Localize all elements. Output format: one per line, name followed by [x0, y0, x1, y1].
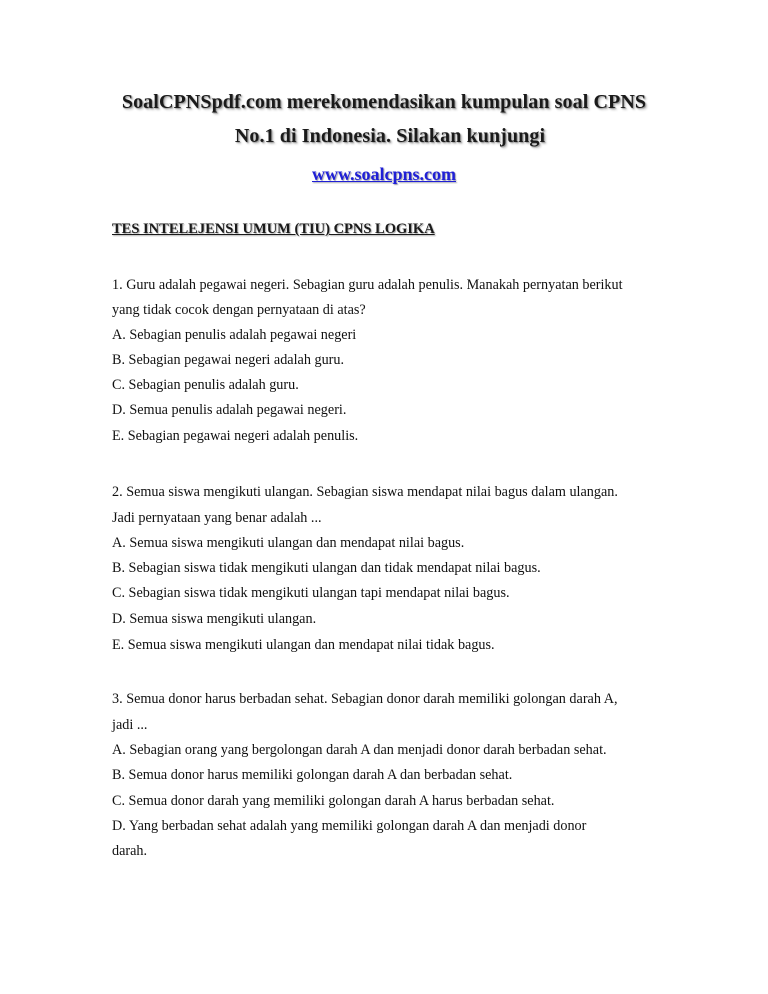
question-2-option-c: C. Sebagian siswa tidak mengikuti ulangan tapi mendapat nilai bagus.: [112, 585, 510, 601]
question-1-text-line-2: yang tidak cocok dengan pernyataan di atas?: [112, 302, 366, 318]
question-1-option-d: D. Semua penulis adalah pegawai negeri.: [112, 402, 347, 418]
question-3-text-line-2: jadi ...: [112, 717, 148, 733]
question-3-option-a: A. Sebagian orang yang bergolongan darah A dan menjadi donor darah berbadan sehat.: [112, 742, 607, 758]
header-link-container: [0, 162, 768, 186]
question-3-text-line-1: 3. Semua donor harus berbadan sehat. Sebagian donor darah memiliki golongan darah A,: [112, 691, 618, 707]
question-1-option-c: C. Sebagian penulis adalah guru.: [112, 377, 299, 393]
question-2-option-b: B. Sebagian siswa tidak mengikuti ulangan dan tidak mendapat nilai bagus.: [112, 560, 541, 576]
header-line-2: No.1 di Indonesia. Silakan kunjungi: [234, 125, 546, 147]
question-2-option-d: D. Semua siswa mengikuti ulangan.: [112, 611, 317, 627]
question-3-option-c: C. Semua donor darah yang memiliki golongan darah A harus berbadan sehat.: [112, 793, 555, 809]
question-3-option-d-continued: darah.: [112, 843, 148, 859]
question-1-option-a: A. Sebagian penulis adalah pegawai negeri: [112, 327, 357, 343]
question-1-text-line-1: 1. Guru adalah pegawai negeri. Sebagian guru adalah penulis. Manakah pernyatan berikut: [112, 277, 623, 293]
question-2-text-line-1: 2. Semua siswa mengikuti ulangan. Sebagian siswa mendapat nilai bagus dalam ulangan.: [112, 484, 618, 500]
question-2-text-line-2: Jadi pernyataan yang benar adalah ...: [112, 510, 322, 526]
website-link[interactable]: www.soalcpns.com: [311, 164, 456, 184]
header-line-1: SoalCPNSpdf.com merekomendasikan kumpulan soal CPNS: [121, 91, 647, 113]
question-1-option-b: B. Sebagian pegawai negeri adalah guru.: [112, 352, 345, 368]
question-3-option-b: B. Semua donor harus memiliki golongan darah A dan berbadan sehat.: [112, 767, 513, 783]
question-2-option-e: E. Semua siswa mengikuti ulangan dan mendapat nilai tidak bagus.: [112, 637, 495, 653]
question-2-option-a: A. Semua siswa mengikuti ulangan dan mendapat nilai bagus.: [112, 535, 465, 551]
question-1-option-e: E. Sebagian pegawai negeri adalah penulis.: [112, 428, 359, 444]
question-3-option-d: D. Yang berbadan sehat adalah yang memiliki golongan darah A dan menjadi donor: [112, 818, 587, 834]
section-title: TES INTELEJENSI UMUM (TIU) CPNS LOGIKA: [112, 221, 435, 237]
